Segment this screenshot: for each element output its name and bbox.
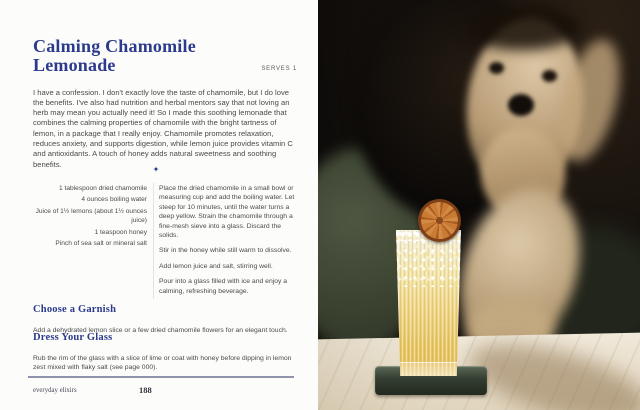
ingredient-item: Juice of 1½ lemons (about 1½ ounces juice) [35, 207, 147, 225]
lemonade-glass [394, 230, 463, 376]
dress-glass-text: Rub the rim of the glass with a slice of lime or coat with honey before dipping in lemon zest mixed with flaky salt (see page 000). [33, 354, 292, 371]
ingredient-item: Pinch of sea salt or mineral salt [55, 240, 147, 248]
garnish-text: Add a dehydrated lemon slice or a few dried chamomile flowers for an elegant touch. [33, 326, 288, 334]
dog-nose [508, 94, 534, 116]
ingredient-item: 4 ounces boiling water [81, 196, 147, 204]
instruction-step: Add lemon juice and salt, stirring well. [159, 262, 273, 270]
recipe-page [0, 0, 318, 410]
page-number: 188 [139, 385, 152, 395]
serves-label: SERVES 1 [261, 66, 297, 72]
glass-base [394, 362, 463, 376]
ingredient-item: 1 tablespoon dried chamomile [59, 185, 147, 192]
column-divider [153, 183, 154, 299]
instruction-step: Pour into a glass filled with ice and enjoy a calming, refreshing beverage. [159, 278, 288, 295]
footer-rule [28, 376, 294, 378]
dog-eye [489, 62, 504, 74]
photo-dog-and-lemonade [318, 0, 640, 410]
recipe-title: Calming Chamomile Lemonade [33, 36, 196, 76]
diamond-star-icon: ✦ [152, 165, 160, 174]
dog-brow-fur [464, 6, 580, 50]
instructions-list [159, 184, 295, 302]
garnish-heading: Choose a Garnish [33, 304, 117, 315]
ingredients-list [33, 184, 147, 250]
dog-eye [542, 70, 557, 82]
book-title-footer: everyday elixirs [33, 387, 77, 394]
instruction-step: Stir in the honey while still warm to dissolve. [159, 247, 292, 255]
instruction-step: Place the dried chamomile in a small bowl or measuring cup and add the boiling water. Let steep for 10 minutes, until the water turns a deep yellow. Strain the chamomile through a fine-mesh sieve into a glass. Discard the solids. [159, 185, 295, 240]
dress-glass-heading: Dress Your Glass [33, 332, 113, 343]
recipe-intro: I have a confession. I don't exactly love the taste of chamomile, but I do love the benefits. I've also had nutrition and herbal mentors say that not loving an herb may mean you actually need it! So I made this soothing lemonade that combines the calming properties of chamomile with the bright tartness of lemon, in a package that I really enjoy. Chamomile promotes relaxation, reduces anxiety, and supports digestion, while lemon juice provides vitamin C and antioxidants. A touch of honey adds natural sweetness and soothing benefits. [33, 87, 293, 169]
ingredient-item: 1 teaspoon honey [94, 228, 147, 236]
